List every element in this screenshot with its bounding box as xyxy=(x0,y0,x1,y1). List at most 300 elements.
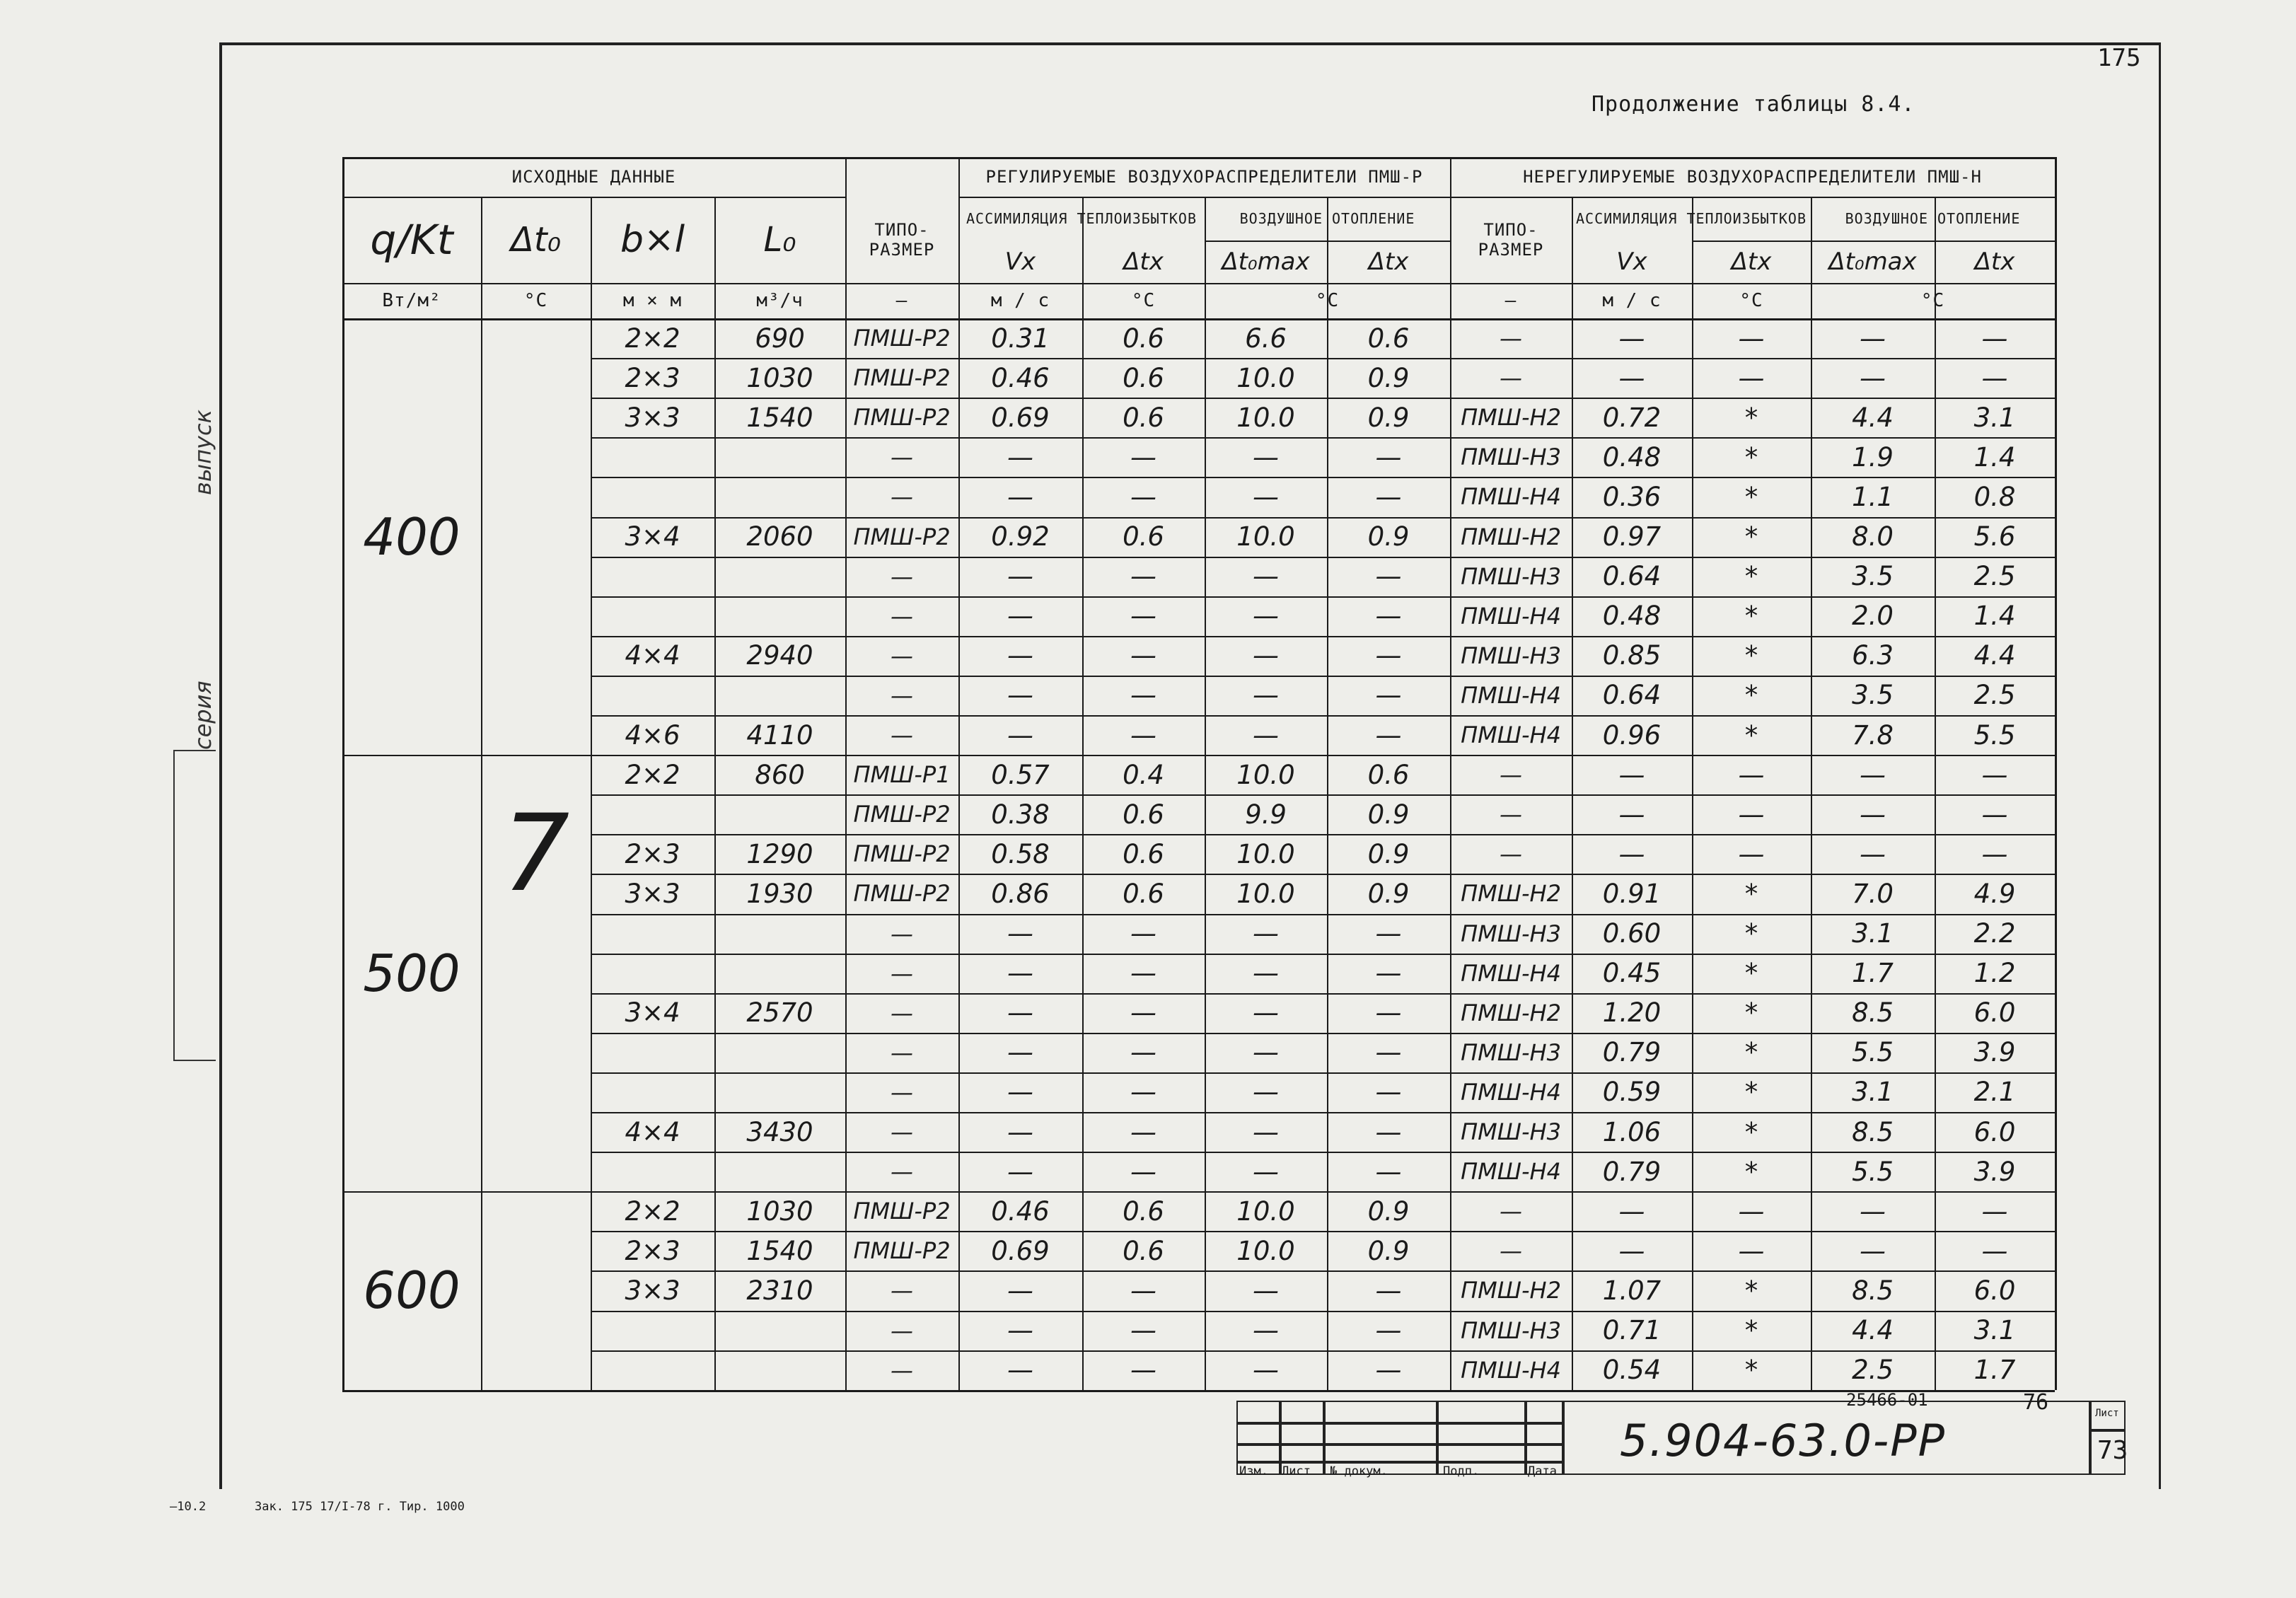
table-cell: — xyxy=(1007,1275,1033,1306)
table-cell xyxy=(714,1311,845,1350)
table-cell: * xyxy=(1744,402,1758,433)
table-cell: 10.0 xyxy=(1236,878,1295,909)
table-cell: 6.0 xyxy=(1973,1275,2016,1306)
table-cell: 0.48 xyxy=(1602,441,1662,473)
header-l0: L₀ xyxy=(763,220,796,260)
table-cell: — xyxy=(1375,1037,1402,1068)
table-cell xyxy=(714,1072,845,1112)
table-cell: 10.0 xyxy=(1236,1195,1295,1227)
table-cell: — xyxy=(891,722,913,749)
header-vx: Vx xyxy=(1004,248,1036,276)
table-cell xyxy=(591,1033,714,1072)
table-cell: — xyxy=(1860,1195,1886,1227)
table-cell: * xyxy=(1744,719,1758,751)
table-cell: — xyxy=(1738,799,1765,830)
table-cell: * xyxy=(1744,878,1758,909)
table-cell: — xyxy=(1860,323,1886,354)
table-cell: — xyxy=(1618,799,1645,830)
table-cell: 3×3 xyxy=(625,878,680,909)
table-cell: * xyxy=(1744,640,1758,671)
table-cell: ПМШ-Н4 xyxy=(1461,1158,1561,1186)
header-bl: b×l xyxy=(620,219,685,261)
table-cell: — xyxy=(891,1118,913,1146)
table-cell: — xyxy=(1007,958,1033,989)
header-nonregulated: НЕРЕГУЛИРУЕМЫЕ ВОЗДУХОРАСПРЕДЕЛИТЕЛИ ПМШ-Н xyxy=(1523,167,1982,187)
header-typesize-n xyxy=(1450,197,1572,283)
table-cell: 1.4 xyxy=(1973,601,2016,632)
table-cell: — xyxy=(1981,799,2008,830)
header-dt0: Δt₀ xyxy=(511,220,561,260)
table-cell: ПМШ-Н4 xyxy=(1461,602,1561,630)
table-cell: 0.9 xyxy=(1367,878,1410,909)
unit-cell: м × м xyxy=(622,290,683,311)
table-cell: — xyxy=(1738,1235,1765,1266)
header-dtx: Δtx xyxy=(1731,248,1772,276)
header-typesize-r xyxy=(845,197,958,283)
header-regulated: РЕГУЛИРУЕМЫЕ ВОЗДУХОРАСПРЕДЕЛИТЕЛИ ПМШ-Р xyxy=(985,167,1423,187)
table-cell: — xyxy=(891,1038,913,1066)
table-cell: 2570 xyxy=(746,997,813,1029)
table-cell: — xyxy=(1253,1355,1279,1386)
table-cell: 6.3 xyxy=(1852,640,1894,671)
unit-cell: °C xyxy=(523,290,548,311)
table-cell: — xyxy=(1981,1235,2008,1266)
stamp-divider xyxy=(1436,1401,1439,1475)
table-cell: — xyxy=(1130,680,1156,711)
table-cell: 3×4 xyxy=(625,997,680,1029)
table-cell: 3430 xyxy=(746,1116,813,1147)
table-cell: 6.0 xyxy=(1973,1116,2016,1147)
table-cell: 0.79 xyxy=(1602,1037,1662,1068)
table-cell: 0.58 xyxy=(991,838,1050,869)
table-cell xyxy=(714,794,845,834)
table-cell: — xyxy=(1253,1077,1279,1108)
table-cell: ПМШ-Р2 xyxy=(853,1198,951,1225)
table-cell: ПМШ-Р2 xyxy=(853,840,951,868)
table-cell: 4.9 xyxy=(1973,878,2016,909)
table-cell: 0.6 xyxy=(1123,1195,1164,1227)
table-cell: 0.6 xyxy=(1123,1235,1164,1266)
table-cell: 0.6 xyxy=(1367,759,1410,790)
table-cell: ПМШ-Н2 xyxy=(1461,523,1561,550)
table-cell: 0.6 xyxy=(1123,362,1164,393)
table-cell: ПМШ-Н3 xyxy=(1461,920,1561,947)
side-strip xyxy=(173,750,216,1061)
table-cell: * xyxy=(1744,1116,1758,1147)
table-cell: ПМШ-Р2 xyxy=(853,523,951,550)
table-cell: 2×3 xyxy=(625,838,680,869)
table-cell: — xyxy=(1375,680,1402,711)
table-cell: 10.0 xyxy=(1236,1235,1295,1266)
table-cell: 1540 xyxy=(746,402,813,433)
table-cell xyxy=(591,954,714,993)
stamp-order-number: 25466-01 xyxy=(1846,1390,1928,1410)
table-cell: — xyxy=(891,1277,913,1304)
table-cell: 0.4 xyxy=(1123,759,1164,790)
table-cell: — xyxy=(1500,840,1522,868)
table-cell: — xyxy=(1007,1037,1033,1068)
table-cell: 2.5 xyxy=(1973,561,2016,592)
table-cell: — xyxy=(1007,441,1033,473)
table-cell: ПМШ-Н4 xyxy=(1461,959,1561,987)
table-cell xyxy=(591,914,714,954)
table-cell: 1.07 xyxy=(1602,1275,1662,1306)
unit-cell: °C xyxy=(1739,290,1763,311)
table-cell xyxy=(591,794,714,834)
table-cell: 0.57 xyxy=(991,759,1050,790)
table-cell: 2.0 xyxy=(1852,601,1894,632)
table-cell: — xyxy=(1130,441,1156,473)
table-cell: — xyxy=(1738,838,1765,869)
table-cell: — xyxy=(1981,838,2008,869)
table-cell: 0.9 xyxy=(1367,1195,1410,1227)
footer-left: —10.2 xyxy=(170,1500,207,1514)
table-cell: 6.0 xyxy=(1973,997,2016,1029)
table-cell: — xyxy=(1253,719,1279,751)
table-cell: 1930 xyxy=(746,878,813,909)
header-dtx: Δtx xyxy=(1974,248,2015,276)
table-cell: 0.92 xyxy=(991,521,1050,552)
header-text-line: РАЗМЕР xyxy=(1478,240,1544,260)
table-cell: — xyxy=(1253,601,1279,632)
table-cell: 5.5 xyxy=(1852,1156,1894,1187)
table-cell: 4×4 xyxy=(625,1116,680,1147)
table-cell: 0.48 xyxy=(1602,601,1662,632)
table-cell: — xyxy=(1738,323,1765,354)
table-cell: — xyxy=(1375,1156,1402,1187)
table-cell xyxy=(714,1350,845,1390)
table-cell: 2×2 xyxy=(625,759,680,790)
table-cell: 0.6 xyxy=(1123,878,1164,909)
table-cell: 1030 xyxy=(746,362,813,393)
group-line-q xyxy=(342,755,481,756)
table-cell: — xyxy=(1981,759,2008,790)
table-cell: 0.54 xyxy=(1602,1355,1662,1386)
table-cell: — xyxy=(1981,362,2008,393)
table-cell: ПМШ-Р2 xyxy=(853,364,951,392)
table-cell: ПМШ-Н4 xyxy=(1461,681,1561,709)
table-cell: — xyxy=(1860,838,1886,869)
table-cell: 3.1 xyxy=(1852,1077,1894,1108)
table-cell: 0.79 xyxy=(1602,1156,1662,1187)
table-cell: — xyxy=(891,920,913,947)
table-cell: ПМШ-Н2 xyxy=(1461,1277,1561,1304)
table-cell: 0.9 xyxy=(1367,402,1410,433)
table-cell: — xyxy=(1618,1195,1645,1227)
table-cell: ПМШ-Н3 xyxy=(1461,1038,1561,1066)
table-cell: — xyxy=(891,444,913,471)
stamp-label-docno: № докум. xyxy=(1330,1464,1388,1478)
table-cell: — xyxy=(1375,441,1402,473)
table-cell: 2.2 xyxy=(1973,918,2016,949)
header-dt0max: Δt₀max xyxy=(1828,248,1917,276)
table-cell: 3.1 xyxy=(1973,1315,2016,1346)
table-cell: — xyxy=(1618,362,1645,393)
table-cell: * xyxy=(1744,680,1758,711)
table-cell: — xyxy=(1253,997,1279,1029)
stamp-label-date: Дата xyxy=(1528,1464,1557,1478)
table-cell: 4×6 xyxy=(625,719,680,751)
table-continuation-title: Продолжение таблицы 8.4. xyxy=(1591,92,1915,117)
table-cell: — xyxy=(891,1078,913,1106)
table-cell: 1.1 xyxy=(1852,481,1894,512)
table-cell: 10.0 xyxy=(1236,521,1295,552)
table-cell: * xyxy=(1744,1077,1758,1108)
table-cell: — xyxy=(1738,759,1765,790)
table-cell: 5.5 xyxy=(1973,719,2016,751)
value-q-600: 600 xyxy=(363,1261,460,1321)
table-cell: * xyxy=(1744,1355,1758,1386)
table-cell: 690 xyxy=(755,323,805,354)
table-cell: 3.1 xyxy=(1852,918,1894,949)
table-cell: — xyxy=(1375,719,1402,751)
table-cell: 1.7 xyxy=(1852,958,1894,989)
table-cell: — xyxy=(1007,1355,1033,1386)
table-cell: 0.8 xyxy=(1973,481,2016,512)
table-cell: — xyxy=(1130,481,1156,512)
table-cell: 0.9 xyxy=(1367,521,1410,552)
table-cell: 0.97 xyxy=(1602,521,1662,552)
table-cell: 2×2 xyxy=(625,1195,680,1227)
table-cell: — xyxy=(1738,1195,1765,1227)
unit-cell: °C xyxy=(1131,290,1156,311)
table-cell: ПМШ-Н3 xyxy=(1461,444,1561,471)
table-cell: 0.36 xyxy=(1602,481,1662,512)
table-cell xyxy=(714,557,845,596)
table-cell: — xyxy=(1130,1156,1156,1187)
table-cell: 2.5 xyxy=(1852,1355,1894,1386)
table-cell: 4.4 xyxy=(1852,402,1894,433)
table-cell: 0.6 xyxy=(1123,838,1164,869)
table-cell: ПМШ-Р2 xyxy=(853,1237,951,1265)
table-cell: — xyxy=(1618,838,1645,869)
table-cell xyxy=(591,1311,714,1350)
table-cell: 0.6 xyxy=(1123,323,1164,354)
table-cell: 10.0 xyxy=(1236,838,1295,869)
table-cell: 0.6 xyxy=(1123,521,1164,552)
table-cell: — xyxy=(1375,1315,1402,1346)
table-cell: ПМШ-Р2 xyxy=(853,404,951,432)
table-cell xyxy=(591,477,714,516)
table-cell: 0.59 xyxy=(1602,1077,1662,1108)
table-cell: — xyxy=(1860,1235,1886,1266)
table-cell: 0.96 xyxy=(1602,719,1662,751)
table-cell: — xyxy=(1253,1275,1279,1306)
table-cell: 3×4 xyxy=(625,521,680,552)
table-cell: — xyxy=(1253,1037,1279,1068)
table-cell: 7.8 xyxy=(1852,719,1894,751)
table-cell: ПМШ-Н4 xyxy=(1461,1356,1561,1384)
stamp-divider xyxy=(1323,1401,1326,1475)
table-cell: — xyxy=(1130,1116,1156,1147)
table-cell: 2.1 xyxy=(1973,1077,2016,1108)
table-cell: ПМШ-Р2 xyxy=(853,880,951,908)
table-cell: * xyxy=(1744,481,1758,512)
table-cell: — xyxy=(1007,1156,1033,1187)
table-cell: — xyxy=(1253,1315,1279,1346)
table-cell: 4110 xyxy=(746,719,813,751)
table-cell: — xyxy=(1375,601,1402,632)
table-cell: 0.9 xyxy=(1367,838,1410,869)
table-cell: 3×3 xyxy=(625,1275,680,1306)
value-q-500: 500 xyxy=(363,943,460,1003)
table-cell: * xyxy=(1744,521,1758,552)
table-cell: ПМШ-Н4 xyxy=(1461,722,1561,749)
header-q-kt: q/Kt xyxy=(370,216,453,264)
table-cell: 0.64 xyxy=(1602,680,1662,711)
table-cell: — xyxy=(1007,680,1033,711)
side-label-series: серия xyxy=(190,681,216,750)
table-cell: — xyxy=(1618,759,1645,790)
table-cell: — xyxy=(1130,997,1156,1029)
table-cell: — xyxy=(1375,1355,1402,1386)
stamp-label-sheet: Лист xyxy=(1282,1464,1311,1478)
table-cell: — xyxy=(1253,481,1279,512)
table-cell: 0.6 xyxy=(1123,402,1164,433)
stamp-divider xyxy=(1524,1401,1527,1475)
table-cell: 8.0 xyxy=(1852,521,1894,552)
table-cell xyxy=(714,477,845,516)
stamp-row-line xyxy=(1236,1422,1563,1425)
table-cell: — xyxy=(891,1316,913,1344)
table-cell: — xyxy=(891,959,913,987)
table-cell: 2940 xyxy=(746,640,813,671)
table-cell: 4.4 xyxy=(1973,640,2016,671)
table-cell: 0.85 xyxy=(1602,640,1662,671)
header-dtx: Δtx xyxy=(1123,248,1164,276)
table-cell: — xyxy=(1375,997,1402,1029)
table-cell: — xyxy=(1130,1315,1156,1346)
table-cell: — xyxy=(1130,640,1156,671)
table-cell: 2×2 xyxy=(625,323,680,354)
table-cell: — xyxy=(1500,1198,1522,1225)
table-cell: 0.91 xyxy=(1602,878,1662,909)
table-cell: — xyxy=(1375,561,1402,592)
table-cell: 0.38 xyxy=(991,799,1050,830)
table-cell: 1540 xyxy=(746,1235,813,1266)
table-cell: — xyxy=(1500,801,1522,828)
table-cell: — xyxy=(1860,759,1886,790)
table-cell: — xyxy=(1253,1156,1279,1187)
table-cell xyxy=(714,1152,845,1191)
unit-cell: м / с xyxy=(990,290,1050,311)
table-cell: * xyxy=(1744,1156,1758,1187)
side-label-release: выпуск xyxy=(190,410,216,495)
table-cell: — xyxy=(1860,799,1886,830)
table-cell: 0.46 xyxy=(991,362,1050,393)
table-cell: ПМШ-Р2 xyxy=(853,325,951,352)
unit-cell: – xyxy=(1504,290,1517,311)
table-border-bottom xyxy=(342,1390,2055,1392)
table-cell: 3×3 xyxy=(625,402,680,433)
table-cell: — xyxy=(1130,561,1156,592)
table-cell: — xyxy=(1253,680,1279,711)
table-cell: — xyxy=(891,999,913,1026)
table-cell: 7.0 xyxy=(1852,878,1894,909)
table-cell: 1.2 xyxy=(1973,958,2016,989)
table-cell: — xyxy=(1007,481,1033,512)
table-cell: 0.64 xyxy=(1602,561,1662,592)
table-cell xyxy=(591,1152,714,1191)
header-assim-r: АССИМИЛЯЦИЯ ТЕПЛОИЗБЫТКОВ xyxy=(966,210,1198,227)
table-cell xyxy=(714,596,845,636)
table-cell: — xyxy=(1130,719,1156,751)
table-border-right xyxy=(2055,157,2057,1390)
group-line-q xyxy=(342,1191,481,1193)
table-cell: 3.1 xyxy=(1973,402,2016,433)
table-cell xyxy=(591,557,714,596)
stamp-row-line xyxy=(1236,1443,1563,1446)
table-cell xyxy=(591,1350,714,1390)
header-dt0max: Δt₀max xyxy=(1222,248,1310,276)
table-cell: ПМШ-Н3 xyxy=(1461,642,1561,669)
table-cell: 2×3 xyxy=(625,1235,680,1266)
table-cell: — xyxy=(1253,958,1279,989)
table-cell: — xyxy=(891,1158,913,1186)
table-cell: — xyxy=(891,642,913,669)
table-cell: — xyxy=(1253,1116,1279,1147)
table-cell: — xyxy=(1130,958,1156,989)
header-airheat-n: ВОЗДУШНОЕ ОТОПЛЕНИЕ xyxy=(1845,210,2021,227)
table-cell: 1030 xyxy=(746,1195,813,1227)
table-cell: — xyxy=(1618,1235,1645,1266)
header-dtx: Δtx xyxy=(1368,248,1409,276)
header-airheat-r: ВОЗДУШНОЕ ОТОПЛЕНИЕ xyxy=(1239,210,1415,227)
table-cell: ПМШ-Н3 xyxy=(1461,1118,1561,1146)
header-text-line: РАЗМЕР xyxy=(869,240,935,260)
table-cell: 1.9 xyxy=(1852,441,1894,473)
table-cell: ПМШ-Р2 xyxy=(853,801,951,828)
table-cell: — xyxy=(1375,958,1402,989)
table-cell: 10.0 xyxy=(1236,759,1295,790)
table-cell xyxy=(591,676,714,715)
table-cell: 2060 xyxy=(746,521,813,552)
table-cell: 2.5 xyxy=(1973,680,2016,711)
table-cell: — xyxy=(1007,1116,1033,1147)
table-cell: — xyxy=(1375,640,1402,671)
table-cell: — xyxy=(1375,1077,1402,1108)
table-cell: 4×4 xyxy=(625,640,680,671)
table-cell: 5.5 xyxy=(1852,1037,1894,1068)
table-cell: * xyxy=(1744,561,1758,592)
table-cell xyxy=(591,437,714,477)
table-cell: 0.9 xyxy=(1367,1235,1410,1266)
table-cell xyxy=(591,1072,714,1112)
stamp-copy-number: 76 xyxy=(2023,1390,2049,1415)
table-cell: — xyxy=(1007,601,1033,632)
stamp-sheet-label: Лист xyxy=(2095,1408,2119,1419)
table-cell: — xyxy=(891,681,913,709)
table-cell: — xyxy=(891,602,913,630)
table-cell: 3.5 xyxy=(1852,680,1894,711)
table-cell: — xyxy=(1860,362,1886,393)
table-cell: — xyxy=(1007,1315,1033,1346)
table-cell: — xyxy=(1007,918,1033,949)
footer-order: Зак. 175 17/I-78 г. Тир. 1000 xyxy=(255,1500,465,1514)
stamp-sheet-divider xyxy=(2090,1429,2126,1432)
table-cell: — xyxy=(1007,561,1033,592)
table-cell: — xyxy=(1375,1275,1402,1306)
stamp-label-sign: Подп. xyxy=(1443,1464,1480,1478)
table-cell: — xyxy=(1500,1237,1522,1265)
table-cell: * xyxy=(1744,441,1758,473)
table-cell: 0.86 xyxy=(991,878,1050,909)
table-cell: ПМШ-Н4 xyxy=(1461,1078,1561,1106)
table-cell: 0.60 xyxy=(1602,918,1662,949)
table-cell: 0.9 xyxy=(1367,799,1410,830)
table-cell: * xyxy=(1744,918,1758,949)
table-cell: * xyxy=(1744,601,1758,632)
